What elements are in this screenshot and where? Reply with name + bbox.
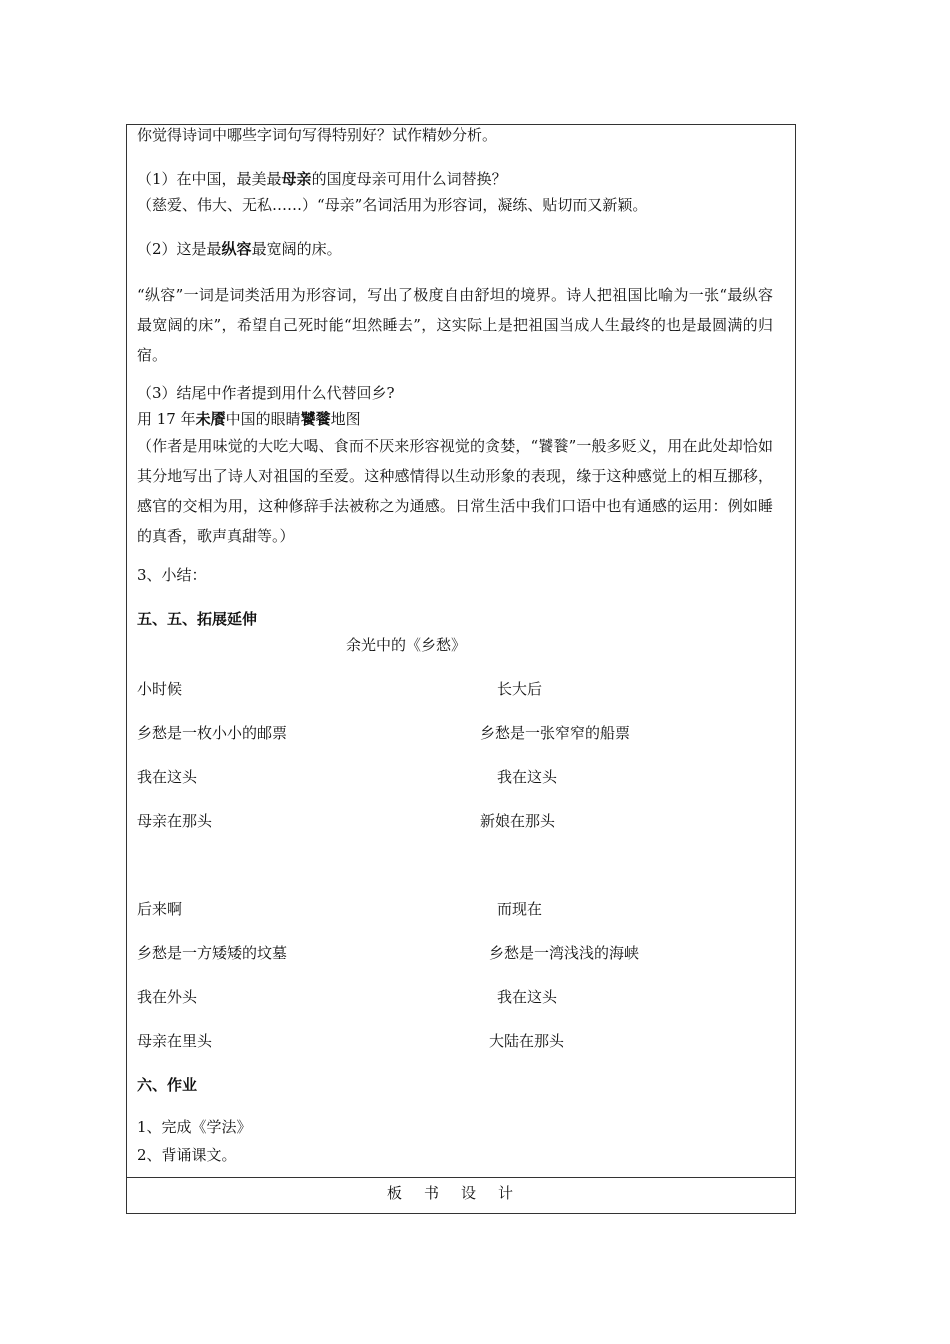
board-design-label: 板书设计 xyxy=(386,1184,535,1202)
poem-line: 我在这头 xyxy=(497,768,558,786)
poem-line: 母亲在里头 xyxy=(137,1032,213,1050)
poem-line: 长大后 xyxy=(497,680,543,698)
content-frame xyxy=(126,124,796,1214)
poem-line: 后来啊 xyxy=(137,900,183,918)
poem-line: 乡愁是一方矮矮的坟墓 xyxy=(137,944,288,962)
poem-title: 余光中的《乡愁》 xyxy=(346,636,467,654)
section-5-heading: 五、五、拓展延伸 xyxy=(137,610,258,628)
poem-line: 我在这头 xyxy=(137,768,198,786)
question-3: （3）结尾中作者提到用什么代替回乡? xyxy=(137,384,395,402)
q1-post: 的国度母亲可用什么词替换？ xyxy=(311,170,507,188)
poem-line: 大陆在那头 xyxy=(489,1032,565,1050)
q3-line-pre: 用 17 年 xyxy=(137,410,196,428)
q2-post: 最宽阔的床。 xyxy=(251,240,342,258)
poem-line: 我在这头 xyxy=(497,988,558,1006)
section-6-heading: 六、作业 xyxy=(137,1076,198,1094)
q3-line-mid: 中国的眼睛 xyxy=(225,410,301,428)
q1-bold: 母亲 xyxy=(281,170,312,188)
poem-line: 而现在 xyxy=(497,900,543,918)
q1-pre: （1）在中国，最美最 xyxy=(137,170,282,188)
poem-line: 新娘在那头 xyxy=(480,812,556,830)
answer-2: “纵容”一词是词类活用为形容词，写出了极度自由舒坦的境界。诗人把祖国比喻为一张“最纵容最宽阔的床”，希望自己死时能“坦然睡去”，这实际上是把祖国当成人生最终的也是最圆满的归宿。 xyxy=(137,286,773,364)
poem-line: 乡愁是一湾浅浅的海峡 xyxy=(489,944,640,962)
question-2 xyxy=(137,239,342,259)
question-1 xyxy=(137,169,507,189)
homework-item: 2、背诵课文。 xyxy=(137,1146,237,1164)
homework-item: 1、完成《学法》 xyxy=(137,1118,252,1136)
q3-line-bold1: 未餍 xyxy=(195,410,226,428)
poem-line: 乡愁是一张窄窄的船票 xyxy=(480,724,631,742)
q3-line-bold2: 饕餮 xyxy=(300,410,331,428)
question-3-line xyxy=(137,409,361,429)
summary-heading: 3、小结： xyxy=(137,566,207,584)
answer-3: （作者是用味觉的大吃大喝、食而不厌来形容视觉的贪婪，“饕餮”一般多贬义，用在此处却恰如其分地写出了诗人对祖国的至爱。这种感情得以生动形象的表现，缘于这种感觉上的相互挪移，感官的交相为用，这种修辞手法被称之为通感。日常生活中我们口语中也有通感的运用：例如睡的真香，歌声真甜等。） xyxy=(137,437,773,545)
poem-line: 母亲在那头 xyxy=(137,812,213,830)
table-divider xyxy=(127,1177,795,1178)
q2-pre: （2）这是最 xyxy=(137,240,222,258)
q3-line-post: 地图 xyxy=(330,410,361,428)
poem-line: 小时候 xyxy=(137,680,183,698)
poem-line: 乡愁是一枚小小的邮票 xyxy=(137,724,288,742)
answer-1: （慈爱、伟大、无私……）“母亲”名词活用为形容词，凝练、贴切而又新颖。 xyxy=(137,196,648,214)
intro-line: 你觉得诗词中哪些字词句写得特别好？试作精妙分析。 xyxy=(137,126,498,144)
poem-line: 我在外头 xyxy=(137,988,198,1006)
q2-bold: 纵容 xyxy=(221,240,252,258)
